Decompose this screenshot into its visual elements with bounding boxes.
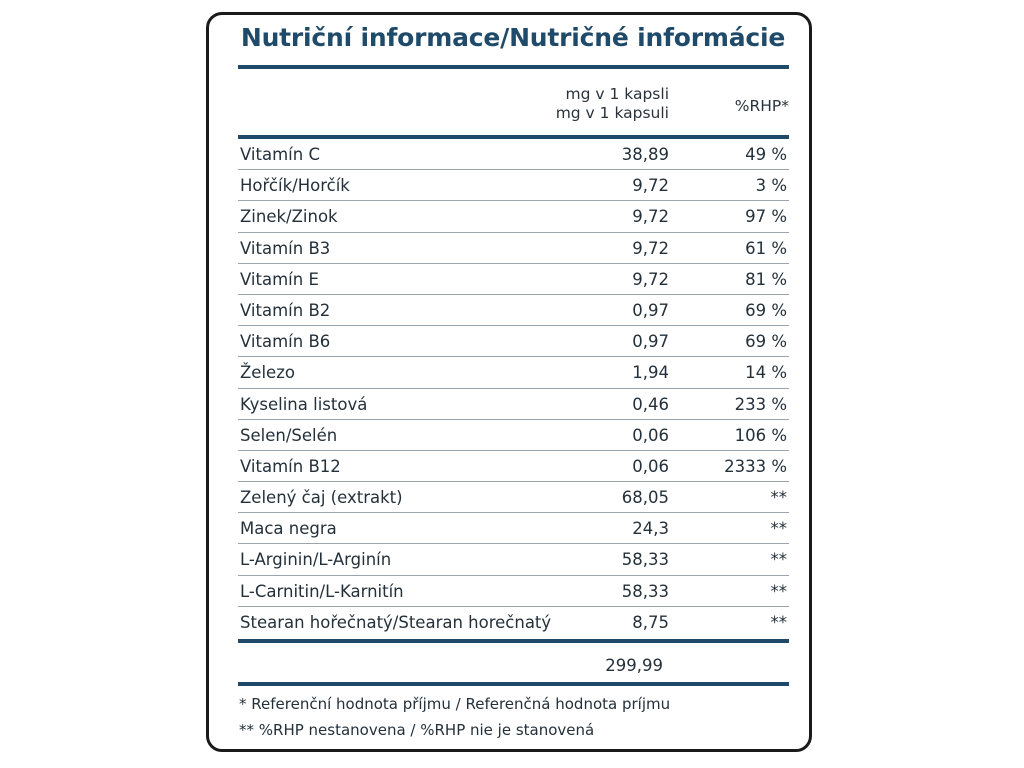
table-row (238, 326, 789, 357)
nutrient-rhp: 2333 % (724, 456, 787, 476)
nutrient-rhp: 233 % (734, 394, 787, 414)
table-row (238, 357, 789, 388)
nutrient-name: L-Carnitin/L-Karnitín (240, 581, 404, 601)
nutrient-rhp: 97 % (745, 207, 787, 227)
nutrient-rhp: 69 % (745, 332, 787, 352)
nutrient-name: Vitamín B3 (240, 238, 331, 258)
nutrient-name: Kyselina listová (240, 394, 368, 414)
footer-rule (238, 682, 789, 686)
header-mg-per-capsule (509, 85, 669, 123)
nutrition-table (238, 139, 789, 638)
header-mg-line-cz: mg v 1 kapsli (565, 85, 669, 103)
table-row (238, 170, 789, 201)
header-rhp: %RHP* (734, 97, 789, 115)
nutrient-name: Hořčík/Horčík (240, 176, 350, 196)
nutrient-mg: 1,94 (632, 363, 669, 383)
nutrient-name: Vitamín B6 (240, 332, 331, 352)
table-row (238, 233, 789, 264)
nutrient-mg: 9,72 (632, 238, 669, 258)
nutrient-mg: 0,97 (632, 300, 669, 320)
nutrient-mg: 58,33 (621, 581, 669, 601)
table-row (238, 295, 789, 326)
table-row (238, 139, 789, 170)
nutrient-name: Vitamín B12 (240, 456, 341, 476)
nutrient-name: Maca negra (240, 519, 337, 539)
nutrient-rhp: 49 % (745, 145, 787, 164)
nutrient-mg: 9,72 (632, 207, 669, 227)
nutrient-mg: 0,46 (632, 394, 669, 414)
nutrient-rhp: 81 % (745, 269, 787, 289)
table-row (238, 607, 789, 638)
table-row (238, 451, 789, 482)
table-row (238, 482, 789, 513)
nutrient-name: Železo (240, 363, 295, 383)
table-row (238, 420, 789, 451)
nutrient-mg: 9,72 (632, 176, 669, 196)
nutrient-name: Zelený čaj (extrakt) (240, 488, 403, 508)
nutrient-mg: 68,05 (621, 488, 669, 508)
nutrient-name: Vitamín E (240, 269, 319, 289)
title-rule (238, 65, 789, 69)
nutrient-rhp: ** (770, 550, 787, 570)
nutrient-mg: 24,3 (632, 519, 669, 539)
nutrient-name: Vitamín C (240, 145, 320, 164)
nutrient-mg: 0,06 (632, 425, 669, 445)
table-row (238, 513, 789, 544)
nutrient-name: Vitamín B2 (240, 300, 331, 320)
footnote-rhp-not-set: ** %RHP nestanovena / %RHP nie je stanovená (239, 721, 595, 739)
table-row (238, 576, 789, 607)
nutrient-rhp: ** (770, 519, 787, 539)
nutrient-rhp: ** (770, 581, 787, 601)
nutrient-rhp: 69 % (745, 300, 787, 320)
nutrient-rhp: 14 % (745, 363, 787, 383)
nutrient-rhp: 3 % (755, 176, 787, 196)
footnote-reference-intake: * Referenční hodnota příjmu / Referenčná hodnota príjmu (239, 695, 671, 713)
table-row (238, 389, 789, 420)
nutrition-panel (206, 12, 812, 752)
header-mg-line-sk: mg v 1 kapsuli (555, 104, 669, 122)
nutrient-rhp: ** (770, 488, 787, 508)
nutrient-rhp: ** (770, 612, 787, 632)
nutrient-rhp: 61 % (745, 238, 787, 258)
nutrient-name: Stearan hořečnatý/Stearan horečnatý (240, 612, 552, 632)
table-row (238, 201, 789, 232)
nutrient-mg: 0,06 (632, 456, 669, 476)
nutrient-mg: 9,72 (632, 269, 669, 289)
nutrient-mg: 58,33 (621, 550, 669, 570)
nutrient-rhp: 106 % (734, 425, 787, 445)
total-mg: 299,99 (605, 656, 663, 675)
nutrient-name: Zinek/Zinok (240, 207, 338, 227)
summary-rule (238, 639, 789, 643)
nutrient-name: Selen/Selén (240, 425, 338, 445)
nutrient-mg: 8,75 (632, 612, 669, 632)
nutrient-mg: 38,89 (621, 145, 669, 164)
panel-title: Nutriční informace/Nutričné informácie (240, 23, 786, 52)
table-row (238, 264, 789, 295)
nutrient-name: L-Arginin/L-Arginín (240, 550, 392, 570)
nutrient-mg: 0,97 (632, 332, 669, 352)
table-row (238, 544, 789, 575)
